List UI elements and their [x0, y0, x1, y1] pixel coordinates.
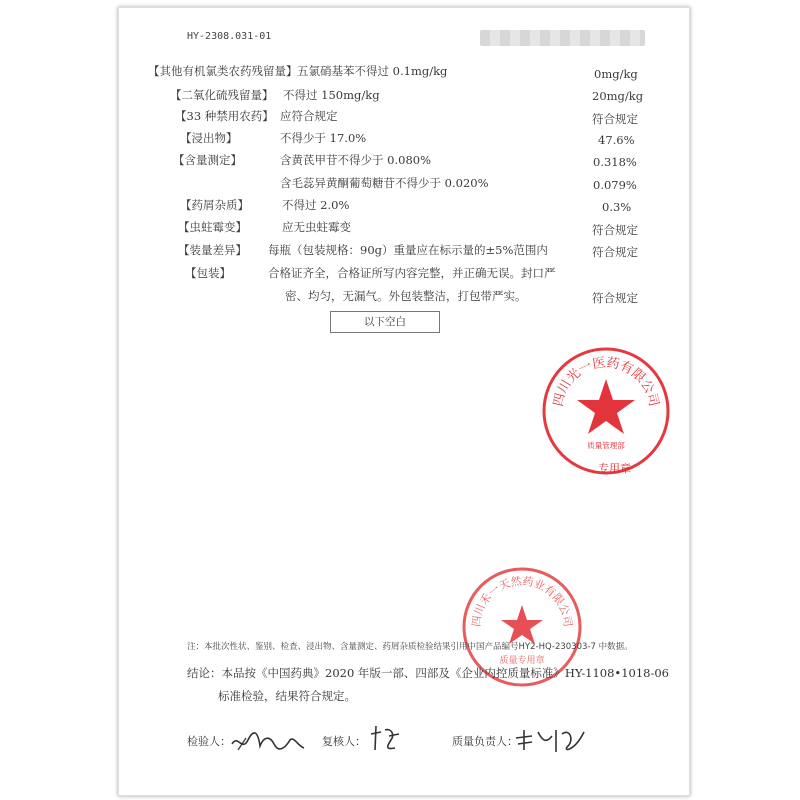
quality-manager-signature: [512, 722, 592, 760]
label-extract: 【浸出物】: [180, 131, 238, 145]
seal1-ring-text: 四川光一医药有限公司: [551, 355, 661, 408]
result-packaging: 符合规定: [592, 291, 638, 305]
value-extract: 不得少于 17.0%: [280, 131, 367, 145]
label-organochlorine: 【其他有机氯类农药残留量】: [148, 64, 298, 78]
result-organochlorine: 0mg/kg: [594, 67, 638, 81]
label-impurity: 【药屑杂质】: [180, 198, 249, 212]
label-so2: 【二氧化硫残留量】: [170, 88, 274, 102]
value-so2: 不得过 150mg/kg: [283, 88, 380, 102]
value-organochlorine: 五氯硝基苯不得过 0.1mg/kg: [297, 64, 448, 78]
inspector-label: 检验人：: [187, 735, 231, 748]
label-banned-pesticides: 【33 种禁用农药】: [175, 109, 274, 123]
value-assay-2: 含毛蕊异黄酮葡萄糖苷不得少于 0.020%: [280, 176, 489, 190]
value-assay-1: 含黄芪甲苷不得少于 0.080%: [280, 153, 432, 167]
blank-below-marker: 以下空白: [330, 311, 440, 333]
result-so2: 20mg/kg: [592, 89, 644, 103]
label-assay: 【含量测定】: [173, 153, 242, 167]
result-assay-1: 0.318%: [593, 155, 637, 169]
seal2-ring-text: 四川禾一天然药业有限公司: [469, 574, 575, 628]
seal1-tag: 专用章: [598, 462, 631, 475]
result-assay-2: 0.079%: [593, 178, 637, 192]
result-extract: 47.6%: [598, 133, 635, 147]
inspector-signature: [228, 722, 308, 762]
reviewer-signature: [365, 720, 405, 760]
seal1-star-icon: [577, 379, 635, 434]
label-packaging: 【包装】: [185, 266, 231, 280]
seal1-inner-text: 质量管理部: [587, 441, 625, 450]
result-mold: 符合规定: [592, 223, 638, 237]
label-fill-variation: 【装量差异】: [178, 243, 247, 257]
reviewer-label: 复核人：: [322, 735, 366, 748]
document-number: HY-2308.031-01: [187, 31, 272, 42]
value-banned-pesticides: 应符合规定: [280, 109, 338, 123]
value-packaging-2: 密、均匀，无漏气。外包装整洁，打包带严实。: [285, 289, 527, 303]
conclusion-line-1: 结论：本品按《中国药典》2020 年版一部、四部及《企业内控质量标准》HY-1108•1018-06: [187, 666, 669, 680]
conclusion-line-2: 标准检验，结果符合规定。: [218, 689, 356, 703]
value-impurity: 不得过 2.0%: [282, 198, 350, 212]
redacted-header-info: [480, 30, 645, 46]
label-mold: 【虫蛀霉变】: [178, 220, 247, 234]
value-packaging-1: 合格证齐全，合格证所写内容完整，并正确无误。封口严: [268, 266, 556, 280]
result-fill-variation: 符合规定: [592, 245, 638, 259]
company-seal-1: [540, 345, 672, 477]
value-mold: 应无虫蛀霉变: [282, 220, 351, 234]
result-impurity: 0.3%: [602, 200, 632, 214]
footnote: 注：本批次性状、鉴别、检查、浸出物、含量测定、药屑杂质检验结果引用中国产品编号HY2-HQ-230303-7 中数据。: [187, 642, 633, 652]
seal2-star-icon: [501, 605, 543, 644]
quality-manager-label: 质量负责人：: [452, 735, 518, 748]
seal2-inner-text: 质量专用章: [499, 656, 545, 666]
value-fill-variation: 每瓶（包装规格：90g）重量应在标示量的±5%范围内: [268, 243, 548, 257]
result-banned-pesticides: 符合规定: [592, 112, 638, 126]
